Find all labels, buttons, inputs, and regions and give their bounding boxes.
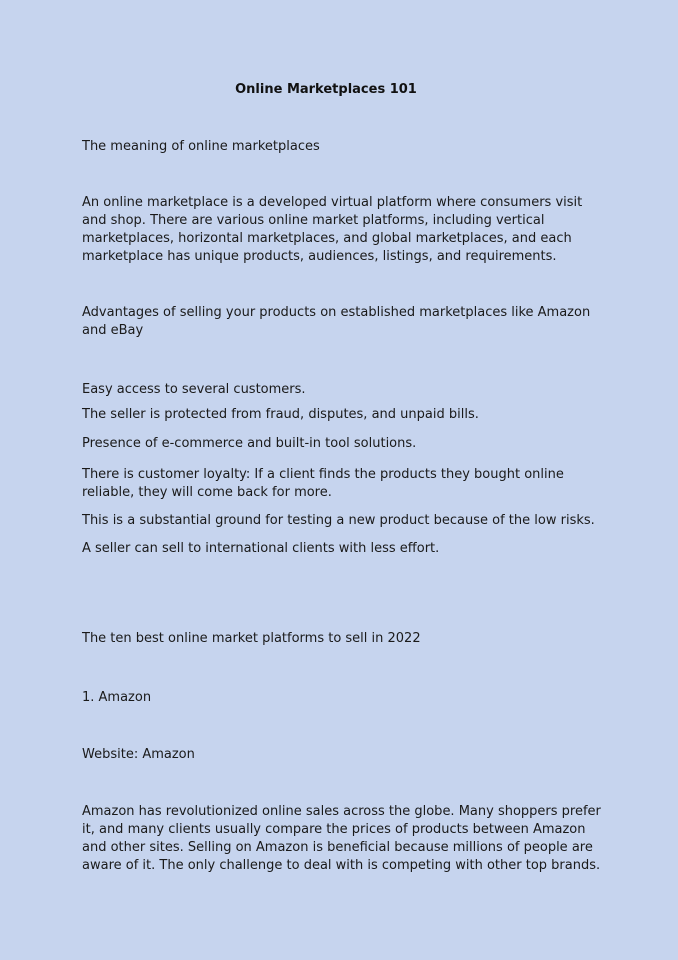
platform-title: 1. Amazon	[82, 690, 152, 705]
advantage-item: A seller can sell to international clients with less effort.	[82, 541, 440, 556]
advantage-item: Easy access to several customers.	[82, 382, 306, 397]
advantage-item: Presence of e-commerce and built-in tool solutions.	[82, 436, 417, 451]
section-heading-meaning: The meaning of online marketplaces	[82, 139, 320, 154]
advantage-item: The seller is protected from fraud, disputes, and unpaid bills.	[82, 407, 479, 422]
advantage-item: There is customer loyalty: If a client finds the products they bought online reliable, they will come back for more.	[82, 467, 564, 500]
paragraph-meaning: An online marketplace is a developed virtual platform where consumers visit and shop. There are various online market platforms, including vertical marketplaces, horizontal marketplaces, and global marketplaces, and each marketplace has unique products, audiences, listings, and requirements.	[82, 195, 583, 264]
advantage-item: This is a substantial ground for testing a new product because of the low risks.	[82, 513, 595, 528]
document-title: Online Marketplaces 101	[235, 82, 417, 97]
paragraph-amazon: Amazon has revolutionized online sales across the globe. Many shoppers prefer it, and many clients usually compare the prices of products between Amazon and other sites. Selling on Amazon is beneficial because millions of people are aware of it. The only challenge to deal with is competing with other top brands.	[82, 804, 601, 873]
platform-website: Website: Amazon	[82, 747, 195, 762]
section-heading-platforms: The ten best online market platforms to sell in 2022	[82, 631, 421, 646]
section-heading-advantages: Advantages of selling your products on established marketplaces like Amazon and eBay	[82, 305, 591, 338]
